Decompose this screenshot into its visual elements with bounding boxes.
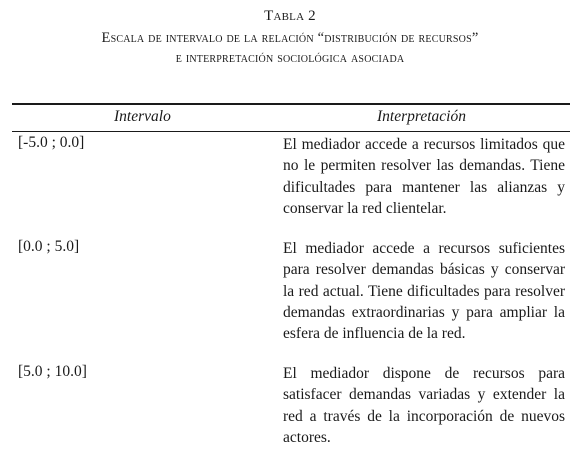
interpretation-cell: El mediador accede a recursos limitados que no le permiten resolver las demandas. Tiene dificultades para mantener las alianzas y conservar la red clientelar. bbox=[283, 136, 565, 217]
table-title-line2: e interpretación sociológica asociada bbox=[175, 50, 405, 66]
interpretation-cell: El mediador dispone de recursos para satisfacer demandas variadas y extender la red a través de la incorporación de nuevos actores. bbox=[283, 365, 565, 446]
table-header-rule bbox=[12, 131, 570, 132]
table-title-line1: Escala de intervalo de la relación “distribución de recursos” bbox=[101, 30, 479, 46]
interval-cell: [-5.0 ; 0.0] bbox=[18, 134, 85, 151]
table-label: Tabla 2 bbox=[264, 8, 316, 24]
interpretation-cell: El mediador accede a recursos suficientes para resolver demandas básicas y conservar la red actual. Tiene dificultades para resolver demandas extraordinarias y para ampliar la esfera de influencia de la red. bbox=[283, 240, 565, 343]
interval-cell: [5.0 ; 10.0] bbox=[18, 363, 87, 380]
column-header-interpretacion: Interpretación bbox=[377, 108, 466, 125]
column-header-intervalo: Intervalo bbox=[114, 108, 171, 125]
interval-cell: [0.0 ; 5.0] bbox=[18, 238, 80, 255]
table-top-rule bbox=[12, 103, 570, 105]
